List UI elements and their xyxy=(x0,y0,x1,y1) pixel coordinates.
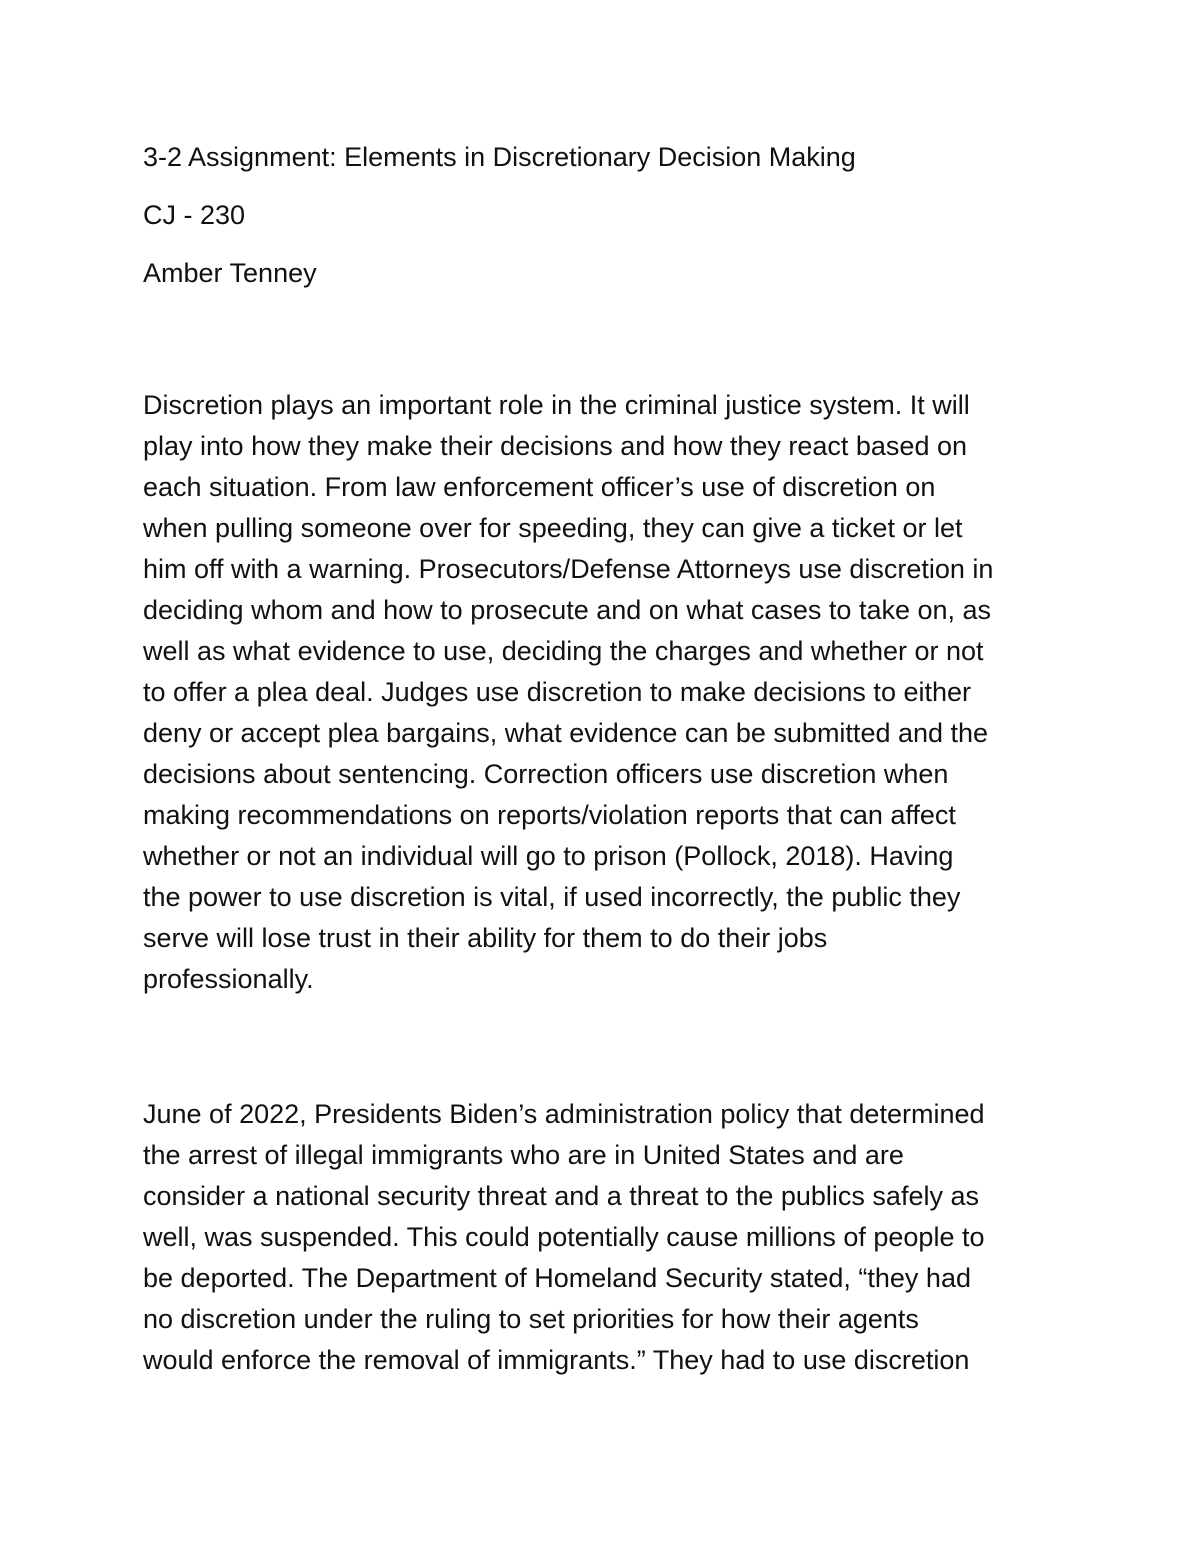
paragraph-line: professionally. xyxy=(143,964,314,994)
document-header xyxy=(143,140,1063,314)
paragraph-line: well as what evidence to use, deciding the charges and whether or not xyxy=(143,636,984,666)
paragraph-line: June of 2022, Presidents Biden’s administration policy that determined xyxy=(143,1099,985,1129)
assignment-title: 3-2 Assignment: Elements in Discretionary Decision Making xyxy=(143,142,856,172)
paragraph-line: making recommendations on reports/violation reports that can affect xyxy=(143,800,956,830)
paragraph-line: serve will lose trust in their ability for them to do their jobs xyxy=(143,923,828,953)
paragraph-line: the power to use discretion is vital, if used incorrectly, the public they xyxy=(143,882,961,912)
paragraph-line: deny or accept plea bargains, what evidence can be submitted and the xyxy=(143,718,989,748)
paragraph-line: play into how they make their decisions and how they react based on xyxy=(143,431,967,461)
paragraph-line: would enforce the removal of immigrants.” They had to use discretion xyxy=(143,1345,970,1375)
paragraph-line: whether or not an individual will go to prison (Pollock, 2018). Having xyxy=(143,841,954,871)
author-name: Amber Tenney xyxy=(143,258,317,288)
paragraph-line: decisions about sentencing. Correction officers use discretion when xyxy=(143,759,949,789)
paragraph-line: deciding whom and how to prosecute and on what cases to take on, as xyxy=(143,595,992,625)
paragraph-line: each situation. From law enforcement officer’s use of discretion on xyxy=(143,472,936,502)
paragraph-line: to offer a plea deal. Judges use discretion to make decisions to either xyxy=(143,677,971,707)
paragraph-discretion-role xyxy=(143,385,1103,1000)
course-code: CJ - 230 xyxy=(143,200,246,230)
paragraph-line: the arrest of illegal immigrants who are in United States and are xyxy=(143,1140,904,1170)
paragraph-line: Discretion plays an important role in the criminal justice system. It will xyxy=(143,390,970,420)
paragraph-line: no discretion under the ruling to set priorities for how their agents xyxy=(143,1304,919,1334)
paragraph-line: be deported. The Department of Homeland Security stated, “they had xyxy=(143,1263,971,1293)
paragraph-line: consider a national security threat and a threat to the publics safely as xyxy=(143,1181,979,1211)
paragraph-line: him off with a warning. Prosecutors/Defense Attorneys use discretion in xyxy=(143,554,994,584)
paragraph-line: when pulling someone over for speeding, they can give a ticket or let xyxy=(143,513,963,543)
paragraph-immigration-policy xyxy=(143,1094,1103,1381)
paragraph-line: well, was suspended. This could potentially cause millions of people to xyxy=(143,1222,985,1252)
